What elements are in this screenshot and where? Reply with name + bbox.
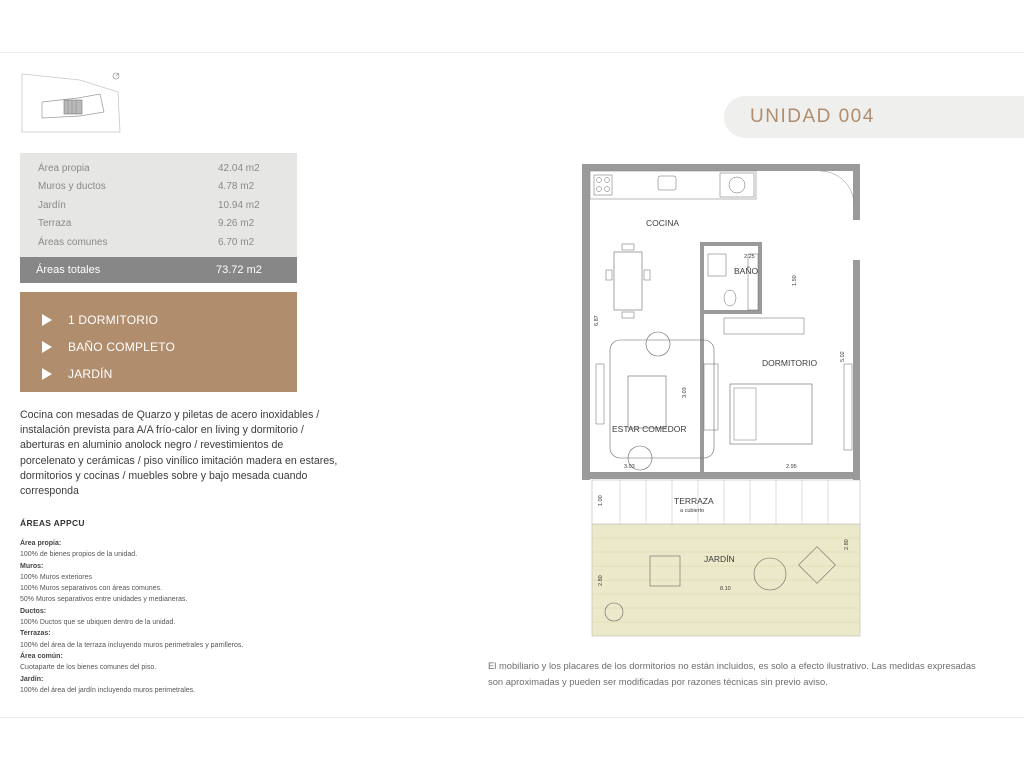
area-value: 4.78 m2 xyxy=(218,181,255,193)
terrace-area xyxy=(592,480,860,524)
feature-item xyxy=(20,333,297,360)
features-box xyxy=(20,292,297,392)
areas-row xyxy=(20,233,297,252)
terrace-sub-label: a cubierto xyxy=(680,508,705,514)
areas-total-row xyxy=(20,257,297,283)
appcu-title: ÁREAS APPCU xyxy=(20,518,85,528)
room-label-estar-comedor: ESTAR COMEDOR xyxy=(612,424,687,434)
triangle-right-icon xyxy=(42,368,52,380)
area-value: 9.26 m2 xyxy=(218,218,255,230)
area-label: Muros y ductos xyxy=(38,181,106,193)
dimension-label: 3.03 xyxy=(624,464,635,470)
appcu-line: Ductos: xyxy=(20,607,47,615)
areas-row xyxy=(20,215,297,234)
finishes-description: Cocina con mesadas de Quarzo y piletas de acero inoxidables / instalación prevista para A/A frío-calor en living y dormitorio / aberturas en aluminio anolock negro / revestimientos de porcelenato y cerámicas / piso vinílico imitación madera en estares, dormitorios y cocinas / muebles sobre y bajo mesada cuando corresponda xyxy=(20,409,338,498)
disclaimer-text: El mobiliario y los placares de los dormitorios no están incluidos, es solo a efecto ilustrativo. Las medidas expresadas son aproximadas y pueden ser modificadas por razones técnicas sin previo aviso. xyxy=(488,660,976,687)
appcu-line: Área propia: xyxy=(20,540,62,547)
floor-plan xyxy=(570,158,870,648)
dimension-label: 2.80 xyxy=(844,539,850,550)
triangle-right-icon xyxy=(42,341,52,353)
appcu-line: 50% Muros separativos entre unidades y medianeras. xyxy=(20,596,188,604)
area-label: Jardín xyxy=(38,199,66,211)
dimension-label: 5.02 xyxy=(840,351,846,362)
appcu-line: 100% Muros exteriores xyxy=(20,573,92,581)
triangle-right-icon xyxy=(42,314,52,326)
feature-label: BAÑO COMPLETO xyxy=(68,339,176,354)
appcu-line: Área común: xyxy=(20,652,63,660)
feature-label: JARDÍN xyxy=(68,366,113,381)
area-label: Terraza xyxy=(38,218,72,230)
appcu-line: Muros: xyxy=(20,562,44,570)
dimension-label: 8.10 xyxy=(720,586,731,592)
appcu-line: Jardín: xyxy=(20,675,44,683)
feature-label: 1 DORMITORIO xyxy=(68,312,159,327)
areas-row xyxy=(20,159,297,178)
appcu-line: 100% del área de la terraza incluyendo muros perimetrales y parrilleros. xyxy=(20,641,244,649)
areas-total-value: 73.72 m2 xyxy=(216,263,262,276)
appcu-line: 100% Ductos que se ubiquen dentro de la unidad. xyxy=(20,619,176,627)
dimension-label: 1.00 xyxy=(598,495,604,506)
area-value: 10.94 m2 xyxy=(218,199,260,211)
appcu-areas-box xyxy=(14,512,364,698)
dimension-label: 1.50 xyxy=(792,275,798,286)
area-label: Área propia xyxy=(38,162,90,174)
areas-table xyxy=(20,153,297,283)
appcu-line: 100% Muros separativos con áreas comunes. xyxy=(20,585,163,593)
area-label: Áreas comunes xyxy=(38,236,108,248)
room-label-cocina: COCINA xyxy=(646,218,680,228)
room-label-terraza: TERRAZA xyxy=(674,496,714,506)
feature-item xyxy=(20,360,297,387)
key-plan-thumbnail xyxy=(20,72,132,136)
appcu-line: Cuotaparte de los bienes comunes del piso. xyxy=(20,664,157,672)
areas-row xyxy=(20,178,297,197)
room-label-dormitorio: DORMITORIO xyxy=(762,358,818,368)
area-value: 42.04 m2 xyxy=(218,162,260,174)
appcu-line: 100% de bienes propios de la unidad. xyxy=(20,551,138,559)
room-label-jardin: JARDÍN xyxy=(704,554,735,564)
area-value: 6.70 m2 xyxy=(218,236,255,248)
dimension-label: 6.87 xyxy=(594,315,600,326)
unit-title-pill xyxy=(724,96,1024,138)
dimension-label: 2.95 xyxy=(786,464,797,470)
unit-title: UNIDAD 004 xyxy=(750,106,875,127)
areas-total-label: Áreas totales xyxy=(36,263,101,276)
dimension-label: 2.80 xyxy=(598,575,604,586)
dimension-label: 3.03 xyxy=(682,387,688,398)
areas-row xyxy=(20,196,297,215)
appcu-line: 100% del área del jardín incluyendo muros perimetrales. xyxy=(20,686,196,694)
dimension-label: 2.25 xyxy=(744,254,755,260)
feature-item xyxy=(20,306,297,333)
appcu-line: Terrazas: xyxy=(20,630,51,638)
room-label-bano: BAÑO xyxy=(734,266,759,276)
